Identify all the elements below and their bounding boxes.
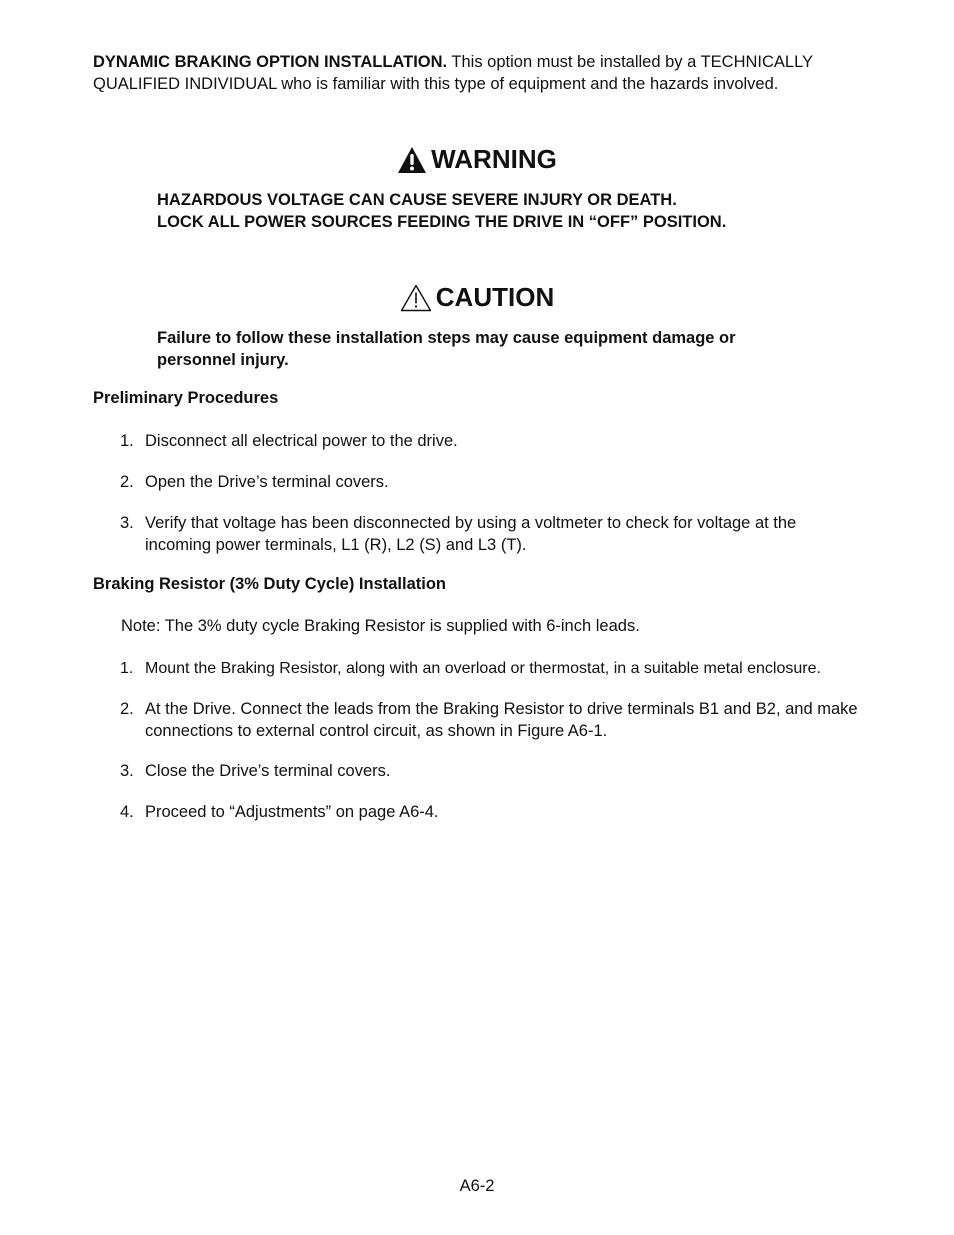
warning-line-1: HAZARDOUS VOLTAGE CAN CAUSE SEVERE INJURY OR DEATH.	[157, 191, 677, 209]
preliminary-heading: Preliminary Procedures	[93, 389, 279, 407]
warning-line-2: LOCK ALL POWER SOURCES FEEDING THE DRIVE IN “OFF” POSITION.	[157, 212, 727, 231]
list-text: Verify that voltage has been disconnected by using a voltmeter to check for voltage at the incoming power terminals, L1 (R), L2 (S) and L3 (T).	[145, 514, 797, 554]
list-text: Open the Drive’s terminal covers.	[145, 473, 389, 491]
list-item	[120, 699, 860, 742]
list-text: Disconnect all electrical power to the drive.	[145, 432, 458, 450]
list-number: 2.	[120, 473, 134, 491]
caution-title: CAUTION	[435, 282, 555, 312]
list-text: Proceed to “Adjustments” on page A6-4.	[145, 803, 439, 821]
caution-text: Failure to follow these installation steps may cause equipment damage or personnel injury.	[157, 329, 736, 369]
list-item	[120, 472, 860, 494]
list-item	[120, 802, 860, 824]
warning-title: WARNING	[431, 144, 557, 174]
warning-heading	[0, 144, 954, 181]
list-number: 3.	[120, 514, 134, 532]
caution-outline-triangle-icon	[400, 284, 432, 312]
list-number: 3.	[120, 762, 134, 780]
warning-text	[157, 190, 797, 233]
warning-solid-triangle-icon	[397, 146, 427, 174]
list-number: 4.	[120, 803, 134, 821]
intro-lead: DYNAMIC BRAKING OPTION INSTALLATION.	[93, 53, 448, 71]
intro-text: This option must be installed by a TECHNICALLY QUALIFIED INDIVIDUAL who is familiar with this type of equipment and the hazards involved.	[93, 53, 813, 93]
list-number: 2.	[120, 700, 134, 718]
list-item	[120, 513, 860, 556]
list-text: At the Drive. Connect the leads from the Braking Resistor to drive terminals B1 and B2, and make connections to external control circuit, as shown in Figure A6-1.	[145, 700, 858, 740]
caution-heading	[0, 282, 954, 319]
list-number: 1.	[120, 432, 134, 450]
list-number: 1.	[120, 660, 134, 677]
list-text: Close the Drive’s terminal covers.	[145, 762, 391, 780]
list-item	[120, 761, 860, 783]
braking-note: Note: The 3% duty cycle Braking Resistor is supplied with 6-inch leads.	[121, 617, 640, 635]
list-item	[120, 658, 860, 680]
intro-paragraph	[93, 52, 863, 95]
list-text: Mount the Braking Resistor, along with an overload or thermostat, in a suitable metal enclosure.	[145, 660, 821, 677]
braking-heading: Braking Resistor (3% Duty Cycle) Installation	[93, 575, 447, 593]
page-number: A6-2	[459, 1177, 495, 1195]
list-item	[120, 431, 860, 453]
